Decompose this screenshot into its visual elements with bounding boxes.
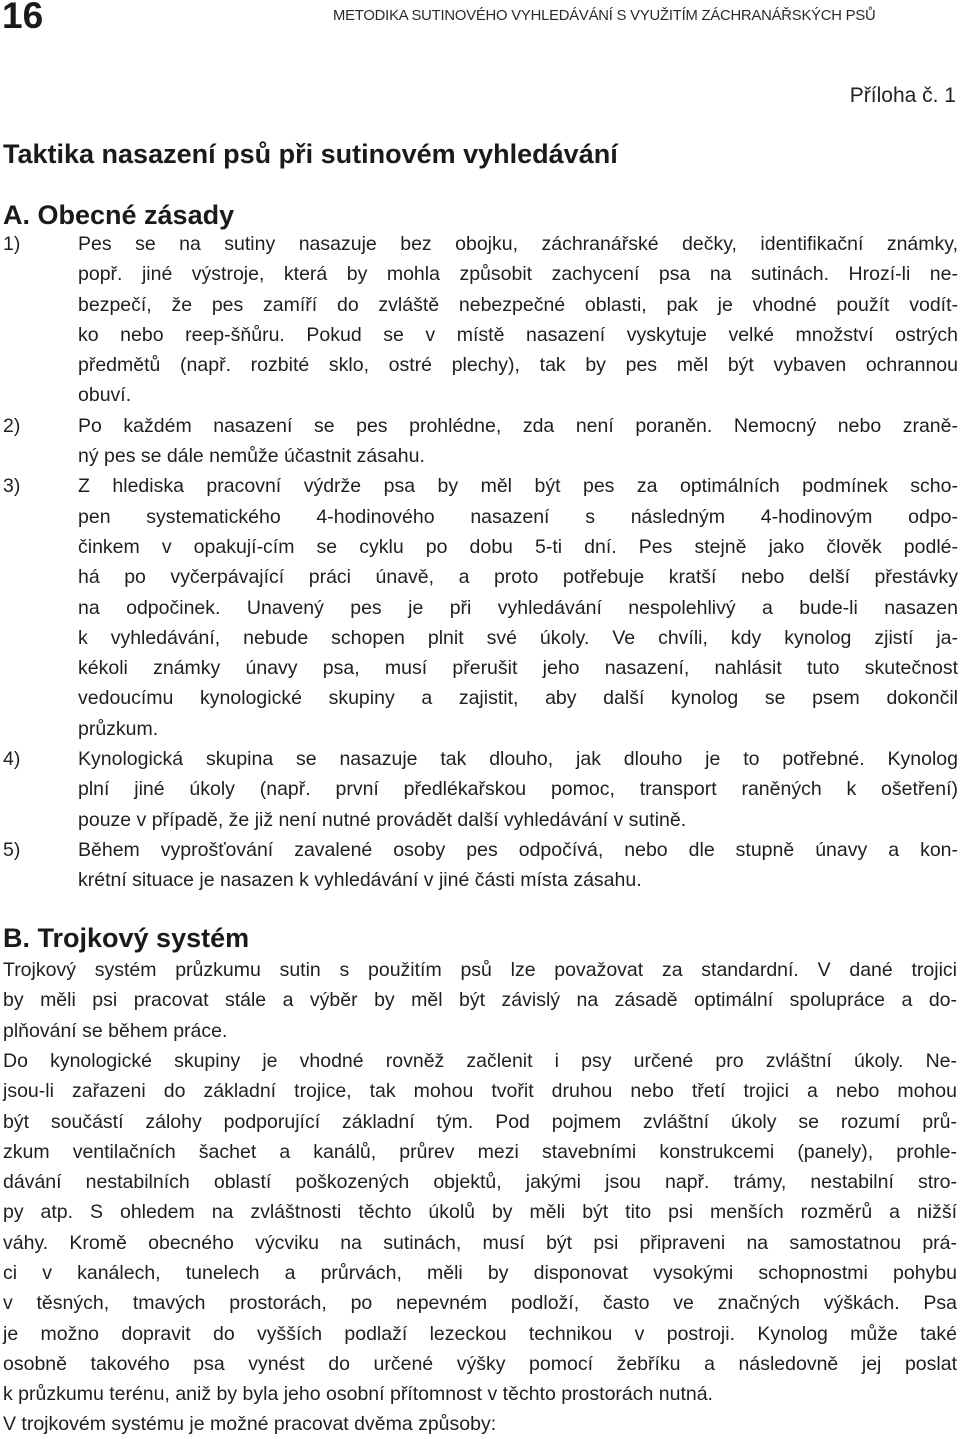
text-line: na odpočinek. Unavený pes je při vyhledávání nespolehlivý a bude-li nasazen [78, 596, 958, 619]
text-line: činkem v opakují-cím se cyklu po dobu 5-ti dní. Pes stejně jako člověk podlé- [78, 535, 958, 558]
list-item-5 [0, 835, 960, 896]
text-line: průzkum. [78, 717, 159, 740]
text-line: ci v kanálech, tunelech a průrvách, měli by disponovat vysokými schopnostmi pohybu [3, 1262, 957, 1285]
text-line: plňování se během práce. [3, 1019, 228, 1042]
text-line: plní jiné úkoly (např. první předlékařskou pomoc, transport raněných k ošetření) [78, 778, 958, 801]
text-line: by měli psi pracovat stále a výběr by měl být závislý na zásadě optimální spolupráce a do- [3, 989, 957, 1012]
list-item-2 [0, 411, 960, 472]
text-line: Po každém nasazení se pes prohlédne, zda není poraněn. Nemocný nebo zraně- [78, 414, 958, 437]
text-line: pouze v případě, že již není nutné provádět další vyhledávání v sutině. [78, 808, 687, 831]
section-a-heading: A. Obecné zásady [3, 200, 235, 230]
text-line: osobně takového psa vynést do určené výšky pomocí žebříku a následovně jej poslat [3, 1352, 957, 1375]
text-line: Kynologická skupina se nasazuje tak dlouho, jak dlouho je to potřebné. Kynolog [78, 748, 958, 771]
text-line: Během vyprošťování zavalené osoby pes odpočívá, nebo dle stupně únavy a kon- [78, 838, 958, 861]
text-line: k průzkumu terénu, aniž by byla jeho osobní přítomnost v těchto prostorách nutná. [3, 1383, 713, 1406]
text-line: váhy. Kromě obecného výcviku na sutinách, musí být psi připraveni na samostatnou prá- [3, 1231, 957, 1254]
text-line: jsou-li zařazeni do základní trojice, tak mohou tvořit druhou nebo třetí trojici a nebo mohou [3, 1080, 957, 1103]
text-line: kékoli známky únavy psa, musí přerušit jeho nasazení, nahlásit tuto skutečnost [78, 657, 958, 680]
list-item-number: 2) [3, 414, 21, 437]
list-item-number: 5) [3, 838, 21, 861]
document-title: Taktika nasazení psů při sutinovém vyhledávání [3, 139, 618, 169]
list-item-1 [0, 229, 960, 411]
text-line: Do kynologické skupiny je vhodné rovněž začlenit i psy určené pro zvláštní úkoly. Ne- [3, 1050, 957, 1072]
text-line: předmětů (např. rozbité sklo, ostré plechy), tak by pes měl být vybaven ochrannou [78, 354, 958, 377]
text-line: popř. jiné výstroje, která by mohla způsobit zachycení psa na sutinách. Hrozí-li ne- [78, 263, 958, 286]
text-line: být součástí zálohy podporující základní tým. Pod pojmem zvláštní úkoly se rozumí prů- [3, 1110, 957, 1133]
text-line: Z hlediska pracovní výdrže psa by měl být pes za optimálních podmínek scho- [78, 475, 958, 498]
text-line: zkum ventilačních šachet a kanálů, průrev mezi stavebními konstrukcemi (panely), prohle- [3, 1140, 957, 1163]
list-item-number: 4) [3, 748, 21, 771]
text-line: je možno dopravit do vyšších podlaží lezeckou technikou v postroji. Kynolog může také [3, 1322, 957, 1345]
list-item-number: 3) [3, 475, 21, 498]
section-b-heading: B. Trojkový systém [3, 923, 250, 953]
text-line: v těsných, tmavých prostorách, po nepevném podloží, často ve značných výškách. Psa [3, 1292, 957, 1315]
text-line: pen systematického 4-hodinového nasazení s následným 4-hodinovým odpo- [78, 505, 958, 528]
text-line: dávání nestabilních oblastí poškozených objektů, jakými jsou např. trámy, nestabilní stro- [3, 1171, 957, 1194]
page-number: 16 [2, 0, 44, 36]
text-line: Trojkový systém průzkumu sutin s použitím psů lze považovat za standardní. V dané trojici [3, 959, 957, 981]
text-line: V trojkovém systému je možné pracovat dvěma způsoby: [3, 1413, 497, 1435]
paragraph [3, 955, 957, 1046]
text-line: ko nebo reep-šňůru. Pokud se v místě nasazení vyskytuje velké množství ostrých [78, 323, 958, 346]
text-line: Pes se na sutiny nasazuje bez obojku, záchranářské dečky, identifikační známky, [78, 233, 958, 255]
list-item-4 [0, 744, 960, 835]
text-line: k vyhledávání, nebude schopen plnit své úkoly. Ve chvíli, kdy kynolog zjistí ja- [78, 626, 958, 649]
general-principles-list [0, 229, 960, 896]
text-line: py atp. S ohledem na zvláštnosti těchto úkolů by měli být tito psi menších rozměrů a nižší [3, 1201, 957, 1224]
text-line: vedoucímu kynologické skupiny a zajistit, aby další kynolog se psem dokončil [78, 687, 958, 710]
text-line: há po vyčerpávající práci únavě, a proto potřebuje kratší nebo delší přestávky [78, 566, 958, 589]
text-line: obuví. [78, 384, 132, 407]
text-line: krétní situace je nasazen k vyhledávání v jiné části místa zásahu. [78, 869, 642, 892]
appendix-label: Příloha č. 1 [849, 84, 956, 107]
text-line: bezpečí, že pes zamíří do zvláště nebezpečné oblasti, pak je vhodné použít vodít- [78, 293, 958, 316]
paragraph [3, 1046, 957, 1410]
text-line: ný pes se dále nemůže účastnit zásahu. [78, 445, 425, 468]
list-item-number: 1) [3, 233, 21, 255]
running-header: METODIKA SUTINOVÉHO VYHLEDÁVÁNÍ S VYUŽITÍM ZÁCHRANÁŘSKÝCH PSŮ [333, 8, 876, 24]
list-item-3 [0, 471, 960, 744]
